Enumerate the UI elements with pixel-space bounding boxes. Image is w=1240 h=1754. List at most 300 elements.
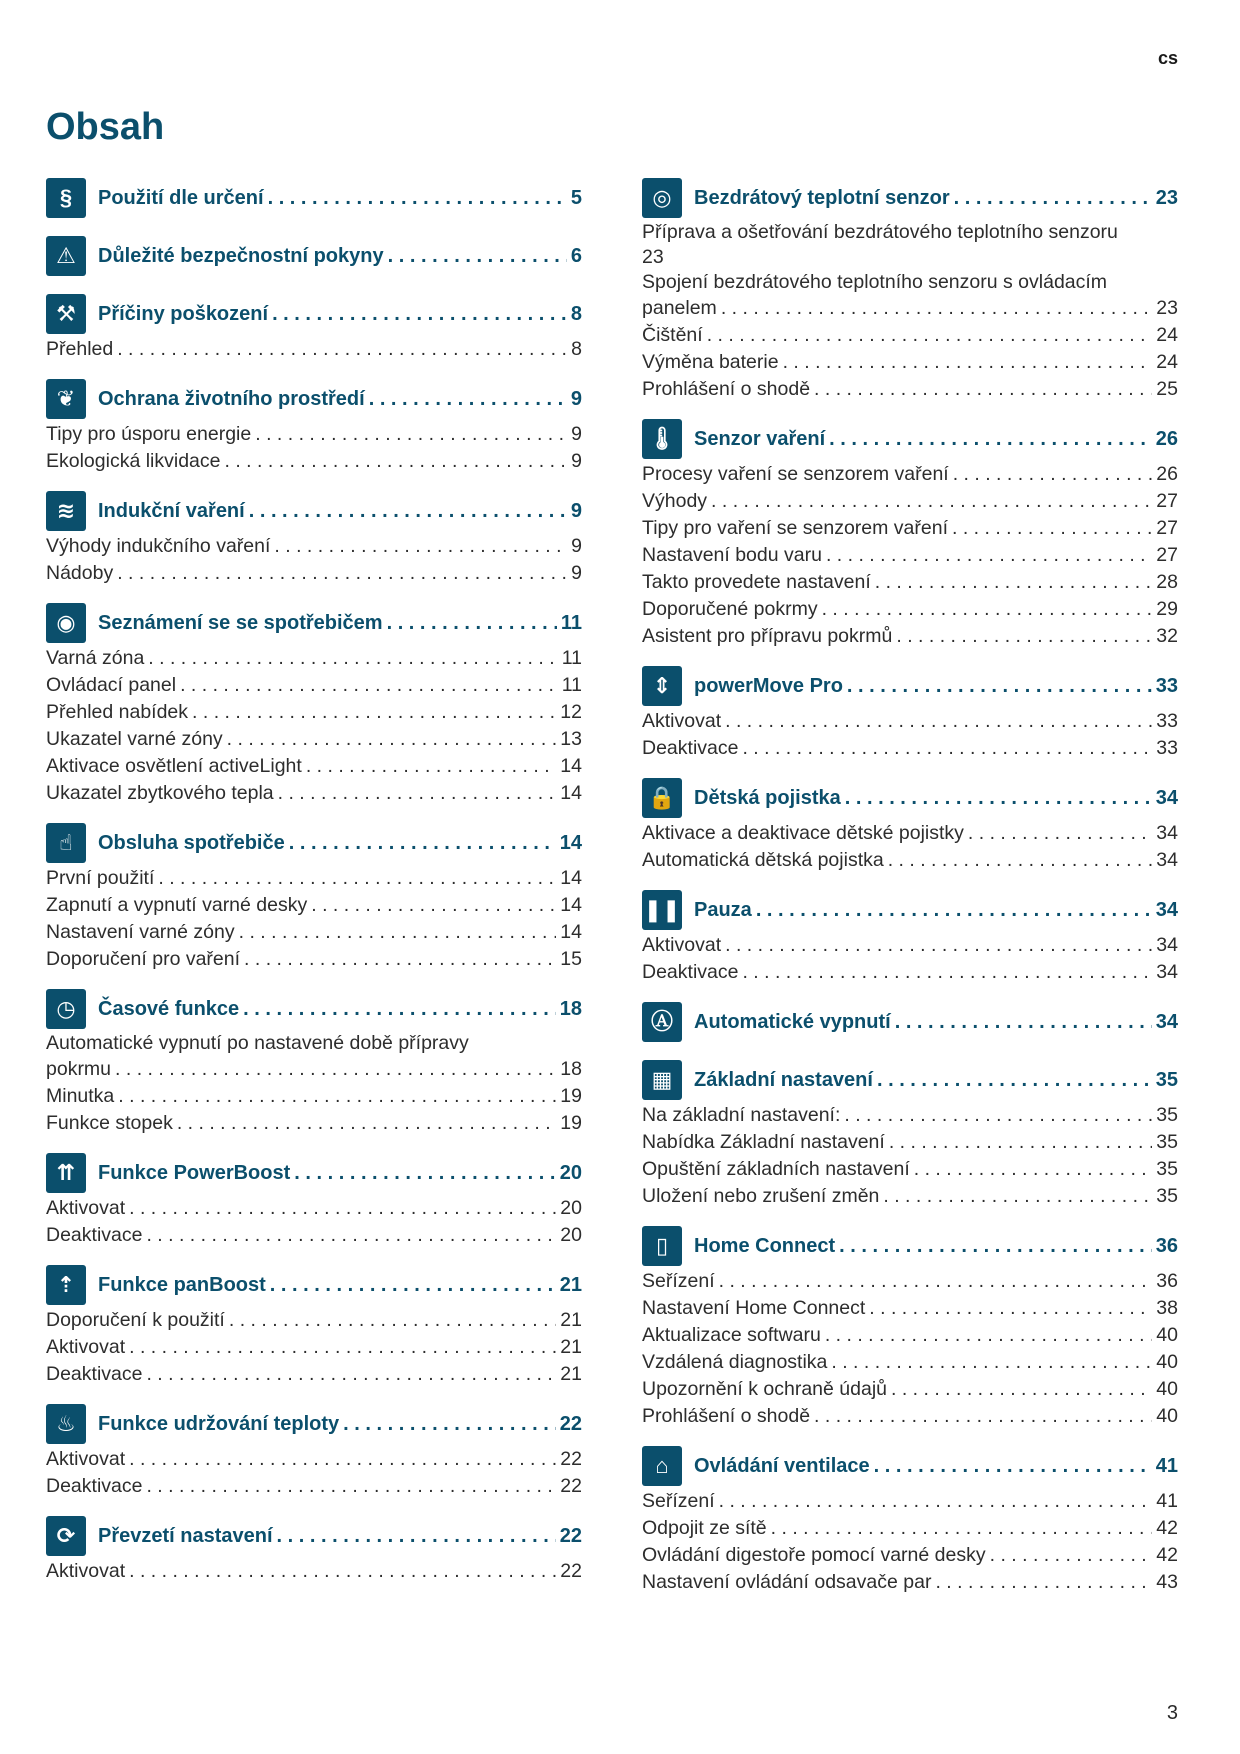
toc-entry[interactable] [46, 1083, 582, 1110]
clock-icon: ◷ [46, 989, 86, 1029]
dot-leader [294, 1151, 555, 1195]
toc-section [642, 776, 1178, 874]
toc-entry-label: Seřízení [642, 1490, 715, 1512]
toc-entry-wrapped-line[interactable]: Spojení bezdrátového teplotního senzoru s ovládacím [642, 271, 1108, 293]
toc-entry[interactable] [642, 376, 1178, 403]
dot-leader [721, 295, 1152, 322]
toc-entry[interactable] [46, 1558, 582, 1585]
dot-leader [896, 623, 1152, 650]
toc-heading-page: 26 [1155, 428, 1178, 450]
toc-entry[interactable] [642, 1349, 1178, 1376]
toc-entry-label: Deaktivace [46, 1475, 143, 1497]
toc-entry-label: Minutka [46, 1085, 115, 1107]
toc-entry[interactable] [46, 1334, 582, 1361]
grid-settings-icon: ▦ [642, 1060, 682, 1100]
toc-entry-page: 24 [1156, 351, 1178, 373]
toc-entry[interactable] [642, 847, 1178, 874]
dot-leader [129, 1334, 556, 1361]
pause-icon: ❚❚ [642, 890, 682, 930]
toc-entry[interactable] [46, 892, 582, 919]
toc-entry-label: Deaktivace [642, 961, 739, 983]
toc-entry-label: Ovládání digestoře pomocí varné desky [642, 1544, 986, 1566]
dot-leader [268, 176, 567, 220]
dot-leader [895, 1000, 1152, 1044]
toc-heading[interactable] [46, 1402, 582, 1446]
dot-leader [244, 946, 556, 973]
dot-leader [272, 292, 567, 336]
toc-heading-label: Pauza [694, 899, 752, 921]
toc-entry[interactable] [46, 726, 582, 753]
dot-leader [707, 322, 1153, 349]
toc-entry[interactable] [46, 421, 582, 448]
toc-section [46, 377, 582, 475]
toc-entry[interactable] [642, 932, 1178, 959]
toc-entry-label: Upozornění k ochraně údajů [642, 1378, 887, 1400]
toc-entry-page: 28 [1156, 571, 1178, 593]
dot-leader [158, 865, 556, 892]
dot-leader [847, 664, 1152, 708]
dot-leader [148, 645, 557, 672]
dot-leader [146, 1361, 556, 1388]
toc-entry-label: Zapnutí a vypnutí varné desky [46, 894, 308, 916]
toc-entry-label: Nastavení bodu varu [642, 544, 822, 566]
toc-heading[interactable] [642, 1444, 1178, 1488]
toc-entry-label: Aktivovat [46, 1336, 126, 1358]
toc-entry[interactable] [46, 336, 582, 363]
toc-entry[interactable] [46, 780, 582, 807]
dot-leader [845, 776, 1152, 820]
dot-leader [914, 1156, 1153, 1183]
toc-entry-label: První použití [46, 867, 155, 889]
toc-entry-page: 27 [1156, 490, 1178, 512]
toc-heading-label: Bezdrátový teplotní senzor [694, 187, 950, 209]
toc-entry-label: Automatická dětská pojistka [642, 849, 884, 871]
dot-leader [243, 987, 556, 1031]
toc-heading-page: 33 [1155, 675, 1178, 697]
toc-heading-page: 23 [1155, 187, 1178, 209]
powermove-icon: ⇕ [642, 666, 682, 706]
toc-entry[interactable] [642, 542, 1178, 569]
toc-entry-page: 21 [560, 1309, 582, 1331]
toc-heading-label: Použití dle určení [98, 187, 264, 209]
warning-icon: ⚠ [46, 236, 86, 276]
toc-entry[interactable] [46, 919, 582, 946]
toc-entry-page: 35 [1156, 1185, 1178, 1207]
toc-heading-page: 41 [1155, 1455, 1178, 1477]
toc-heading[interactable] [642, 888, 1178, 932]
toc-heading-label: Ochrana životního prostředí [98, 388, 365, 410]
toc-heading[interactable] [642, 417, 1178, 461]
toc-heading[interactable] [642, 776, 1178, 820]
toc-section [642, 1058, 1178, 1210]
toc-heading-page: 34 [1155, 787, 1178, 809]
toc-right-column [642, 176, 1178, 1610]
toc-entry-label: Aktivovat [46, 1448, 126, 1470]
toc-entry[interactable] [46, 699, 582, 726]
toc-entry-page: 22 [560, 1560, 582, 1582]
dot-leader [719, 1488, 1153, 1515]
toc-section [46, 292, 582, 363]
toc-heading-label: Důležité bezpečnostní pokyny [98, 245, 384, 267]
auto-off-icon: Ⓐ [642, 1002, 682, 1042]
dot-leader [278, 780, 557, 807]
toc-heading[interactable] [46, 489, 582, 533]
dot-leader [756, 888, 1152, 932]
toc-section [642, 1444, 1178, 1596]
toc-entry-page: 22 [560, 1448, 582, 1470]
dot-leader [952, 515, 1152, 542]
toc-heading[interactable] [46, 377, 582, 421]
toc-left-column [46, 176, 582, 1599]
toc-entry-page: 20 [560, 1224, 582, 1246]
dot-leader [311, 892, 556, 919]
toc-entry-page: 27 [1156, 517, 1178, 539]
dot-leader [289, 821, 556, 865]
toc-heading[interactable] [46, 1151, 582, 1195]
toc-heading-page: 34 [1155, 899, 1178, 921]
toc-entry-page: 35 [1156, 1158, 1178, 1180]
toc-entry[interactable] [642, 1183, 1178, 1210]
dot-leader [889, 1129, 1152, 1156]
dot-leader [954, 176, 1152, 220]
toc-entry-page: 29 [1156, 598, 1178, 620]
toc-entry[interactable] [642, 461, 1178, 488]
toc-section [46, 234, 582, 278]
toc-entry-page: 12 [560, 701, 582, 723]
toc-entry[interactable] [642, 1569, 1178, 1596]
toc-section [642, 664, 1178, 762]
toc-entry-page[interactable]: 23 [642, 246, 664, 268]
toc-entry-label: Nastavení Home Connect [642, 1297, 866, 1319]
toc-entry-label: Prohlášení o shodě [642, 378, 811, 400]
dot-leader [229, 1307, 556, 1334]
toc-entry[interactable] [642, 596, 1178, 623]
toc-entry-label: Nabídka Základní nastavení [642, 1131, 885, 1153]
toc-entry-label: Ovládací panel [46, 674, 177, 696]
toc-entry-label: Tipy pro úsporu energie [46, 423, 252, 445]
toc-entry[interactable] [46, 1110, 582, 1137]
dot-leader [814, 376, 1152, 403]
dot-leader [270, 1263, 556, 1307]
page-title: Obsah [46, 106, 165, 148]
toc-entry[interactable] [642, 515, 1178, 542]
toc-entry-label: Deaktivace [46, 1224, 143, 1246]
toc-heading[interactable] [46, 234, 582, 278]
toc-heading-page: 9 [570, 500, 582, 522]
toc-entry[interactable] [642, 1129, 1178, 1156]
toc-section [46, 489, 582, 587]
toc-entry-label: Výhody [642, 490, 708, 512]
toc-entry-wrapped-line[interactable]: Příprava a ošetřování bezdrátového teplotního senzoru [642, 221, 1118, 243]
panboost-icon: ⇡ [46, 1265, 86, 1305]
dot-leader [277, 1514, 556, 1558]
toc-heading[interactable] [642, 1000, 1178, 1044]
toc-entry-page: 14 [560, 921, 582, 943]
dot-leader [180, 672, 558, 699]
toc-heading[interactable] [46, 1263, 582, 1307]
induction-coil-icon: ≋ [46, 491, 86, 531]
hand-operation-icon: ☝ [46, 823, 86, 863]
toc-entry[interactable] [642, 735, 1178, 762]
toc-entry[interactable] [46, 1361, 582, 1388]
transfer-settings-icon: ⟳ [46, 1516, 86, 1556]
toc-entry-label: Odpojit ze sítě [642, 1517, 767, 1539]
dot-leader [117, 560, 567, 587]
dot-leader [844, 1102, 1152, 1129]
toc-entry-page: 42 [1156, 1544, 1178, 1566]
toc-entry-page: 24 [1156, 324, 1178, 346]
dot-leader [129, 1446, 556, 1473]
toc-entry-page: 25 [1156, 378, 1178, 400]
toc-section [46, 601, 582, 807]
toc-entry-label: Nastavení varné zóny [46, 921, 235, 943]
toc-entry-page: 38 [1156, 1297, 1178, 1319]
toc-entry-label: Aktivovat [642, 934, 722, 956]
dot-leader [888, 847, 1153, 874]
toc-heading-label: powerMove Pro [694, 675, 843, 697]
toc-entry-label: Doporučení k použití [46, 1309, 225, 1331]
toc-entry[interactable] [46, 946, 582, 973]
toc-entry-page: 23 [1156, 297, 1178, 319]
toc-section [46, 1402, 582, 1500]
toc-entry-page: 19 [560, 1112, 582, 1134]
toc-entry-label: Výhody indukčního vaření [46, 535, 271, 557]
toc-heading-label: Obsluha spotřebiče [98, 832, 285, 854]
toc-entry-page: 11 [561, 647, 582, 669]
toc-entry-page: 21 [560, 1363, 582, 1385]
toc-entry-label: Deaktivace [642, 737, 739, 759]
dot-leader [719, 1268, 1153, 1295]
toc-entry-page: 40 [1156, 1351, 1178, 1373]
cooking-sensor-icon: 🌡 [642, 419, 682, 459]
toc-entry[interactable] [642, 569, 1178, 596]
toc-entry[interactable] [642, 295, 1178, 322]
toc-entry[interactable] [642, 1515, 1178, 1542]
toc-heading-page: 22 [559, 1525, 582, 1547]
toc-entry[interactable] [642, 322, 1178, 349]
dot-leader [388, 234, 567, 278]
toc-entry-label: Aktualizace softwaru [642, 1324, 821, 1346]
toc-entry-page: 19 [560, 1085, 582, 1107]
toc-entry[interactable] [46, 1222, 582, 1249]
toc-heading-label: Home Connect [694, 1235, 836, 1257]
toc-entry-label: Ekologická likvidace [46, 450, 221, 472]
toc-entry-label: Procesy vaření se senzorem vaření [642, 463, 949, 485]
toc-entry-page: 33 [1156, 710, 1178, 732]
toc-entry[interactable] [46, 1195, 582, 1222]
toc-heading-page: 20 [559, 1162, 582, 1184]
toc-entry[interactable] [642, 1295, 1178, 1322]
toc-entry[interactable] [642, 1102, 1178, 1129]
toc-entry-label: Aktivovat [46, 1560, 126, 1582]
dot-leader [891, 1376, 1152, 1403]
dot-leader [869, 1295, 1152, 1322]
toc-entry-label: Přehled [46, 338, 114, 360]
toc-entry[interactable] [642, 1403, 1178, 1430]
dot-leader [225, 448, 568, 475]
toc-heading[interactable] [46, 987, 582, 1031]
toc-entry-label: Výměna baterie [642, 351, 779, 373]
toc-section [642, 417, 1178, 650]
powerboost-icon: ⇈ [46, 1153, 86, 1193]
dot-leader [883, 1183, 1152, 1210]
toc-entry-page: 40 [1156, 1405, 1178, 1427]
dot-leader [742, 735, 1152, 762]
toc-entry[interactable] [642, 1376, 1178, 1403]
toc-entry[interactable] [642, 488, 1178, 515]
toc-entry-label: Funkce stopek [46, 1112, 173, 1134]
toc-entry-page: 9 [571, 562, 582, 584]
toc-entry-label: Uložení nebo zrušení změn [642, 1185, 880, 1207]
toc-section [46, 1514, 582, 1585]
toc-entry-page: 15 [560, 948, 582, 970]
toc-entry-wrapped-line[interactable]: Automatické vypnutí po nastavené době přípravy [46, 1032, 469, 1054]
toc-heading-label: Základní nastavení [694, 1069, 873, 1091]
toc-entry-label: panelem [642, 297, 717, 319]
toc-heading[interactable] [46, 1514, 582, 1558]
dot-leader [825, 1322, 1152, 1349]
toc-heading-label: Seznámení se se spotřebičem [98, 612, 383, 634]
toc-entry-label: Na základní nastavení: [642, 1104, 841, 1126]
toc-entry-page: 13 [560, 728, 582, 750]
toc-heading[interactable] [46, 821, 582, 865]
toc-entry[interactable] [46, 1446, 582, 1473]
toc-heading[interactable] [642, 1058, 1178, 1102]
toc-entry-label: Asistent pro přípravu pokrmů [642, 625, 893, 647]
toc-heading-page: 36 [1155, 1235, 1178, 1257]
toc-entry[interactable] [642, 1542, 1178, 1569]
dot-leader [826, 542, 1152, 569]
toc-entry[interactable] [642, 959, 1178, 986]
dot-leader [249, 489, 567, 533]
toc-entry[interactable] [46, 1307, 582, 1334]
dot-leader [146, 1473, 556, 1500]
toc-entry-page: 34 [1156, 934, 1178, 956]
toc-heading[interactable] [46, 601, 582, 645]
toc-entry[interactable] [46, 560, 582, 587]
toc-heading[interactable] [46, 176, 582, 220]
dot-leader [990, 1542, 1153, 1569]
leaf-icon: ❦ [46, 379, 86, 419]
toc-entry-label: Nádoby [46, 562, 114, 584]
toc-entry[interactable] [46, 753, 582, 780]
toc-entry-page: 34 [1156, 849, 1178, 871]
home-connect-icon: ▯ [642, 1226, 682, 1266]
toc-entry-label: Prohlášení o shodě [642, 1405, 811, 1427]
dot-leader [129, 1558, 556, 1585]
language-code: cs [1157, 48, 1178, 68]
toc-entry[interactable] [642, 820, 1178, 847]
toc-entry[interactable] [642, 349, 1178, 376]
dot-leader [146, 1222, 556, 1249]
hammer-icon: ⚒ [46, 294, 86, 334]
toc-entry[interactable] [46, 672, 582, 699]
toc-entry-page: 14 [560, 755, 582, 777]
toc-section [642, 176, 1178, 403]
toc-entry[interactable] [46, 865, 582, 892]
toc-entry-page: 35 [1156, 1104, 1178, 1126]
toc-section [642, 1000, 1178, 1044]
toc-entry[interactable] [46, 645, 582, 672]
toc-entry-page: 9 [571, 535, 582, 557]
toc-entry[interactable] [642, 1156, 1178, 1183]
toc-heading[interactable] [642, 1224, 1178, 1268]
toc-heading[interactable] [642, 664, 1178, 708]
toc-heading-label: Senzor vaření [694, 428, 826, 450]
toc-heading-page: 11 [560, 612, 582, 634]
toc-entry-label: Nastavení ovládání odsavače par [642, 1571, 932, 1593]
toc-entry-label: Varná zóna [46, 647, 145, 669]
lock-icon: 🔒 [642, 778, 682, 818]
toc-heading[interactable] [46, 292, 582, 336]
toc-entry[interactable] [642, 708, 1178, 735]
toc-entry-label: Přehled nabídek [46, 701, 189, 723]
toc-entry-label: Aktivace a deaktivace dětské pojistky [642, 822, 964, 844]
toc-heading-label: Převzetí nastavení [98, 1525, 273, 1547]
toc-entry[interactable] [642, 1322, 1178, 1349]
wireless-sensor-icon: ◎ [642, 178, 682, 218]
toc-section [642, 1224, 1178, 1430]
toc-entry-page: 34 [1156, 961, 1178, 983]
toc-entry[interactable] [46, 1473, 582, 1500]
toc-entry[interactable] [46, 448, 582, 475]
dot-leader [227, 726, 557, 753]
page-number: 3 [1166, 1702, 1178, 1724]
toc-entry-page: 11 [561, 674, 582, 696]
toc-entry-page: 14 [560, 867, 582, 889]
toc-heading-label: Časové funkce [98, 998, 240, 1020]
toc-heading[interactable] [642, 176, 1178, 220]
dot-leader [875, 569, 1153, 596]
dot-leader [711, 488, 1152, 515]
dot-leader [831, 1349, 1152, 1376]
toc-entry[interactable] [46, 1056, 582, 1083]
dot-leader [115, 1056, 556, 1083]
dot-leader [274, 533, 567, 560]
toc-entry[interactable] [642, 1488, 1178, 1515]
toc-heading-label: Indukční vaření [98, 500, 245, 522]
dot-leader [829, 417, 1152, 461]
toc-entry-label: Seřízení [642, 1270, 715, 1292]
toc-entry[interactable] [642, 1268, 1178, 1295]
keep-warm-icon: ♨ [46, 1404, 86, 1444]
toc-entry-label: Tipy pro vaření se senzorem vaření [642, 517, 948, 539]
toc-entry-page: 14 [560, 894, 582, 916]
toc-entry-page: 14 [560, 782, 582, 804]
dot-leader [874, 1444, 1152, 1488]
dot-leader [953, 461, 1153, 488]
toc-heading-page: 18 [559, 998, 582, 1020]
dot-leader [177, 1110, 556, 1137]
toc-section [46, 1151, 582, 1249]
toc-heading-page: 6 [570, 245, 582, 267]
dot-leader [783, 349, 1153, 376]
toc-entry-page: 8 [571, 338, 582, 360]
dot-leader [877, 1058, 1152, 1102]
toc-section [642, 888, 1178, 986]
dot-leader [814, 1403, 1152, 1430]
dot-leader [343, 1402, 556, 1446]
toc-heading-label: Dětská pojistka [694, 787, 841, 809]
toc-entry-label: pokrmu [46, 1058, 112, 1080]
dot-leader [117, 336, 567, 363]
toc-heading-page: 21 [559, 1274, 582, 1296]
dot-leader [118, 1083, 556, 1110]
toc-entry[interactable] [642, 623, 1178, 650]
dot-leader [725, 708, 1152, 735]
toc-entry[interactable] [46, 533, 582, 560]
toc-entry-page: 33 [1156, 737, 1178, 759]
